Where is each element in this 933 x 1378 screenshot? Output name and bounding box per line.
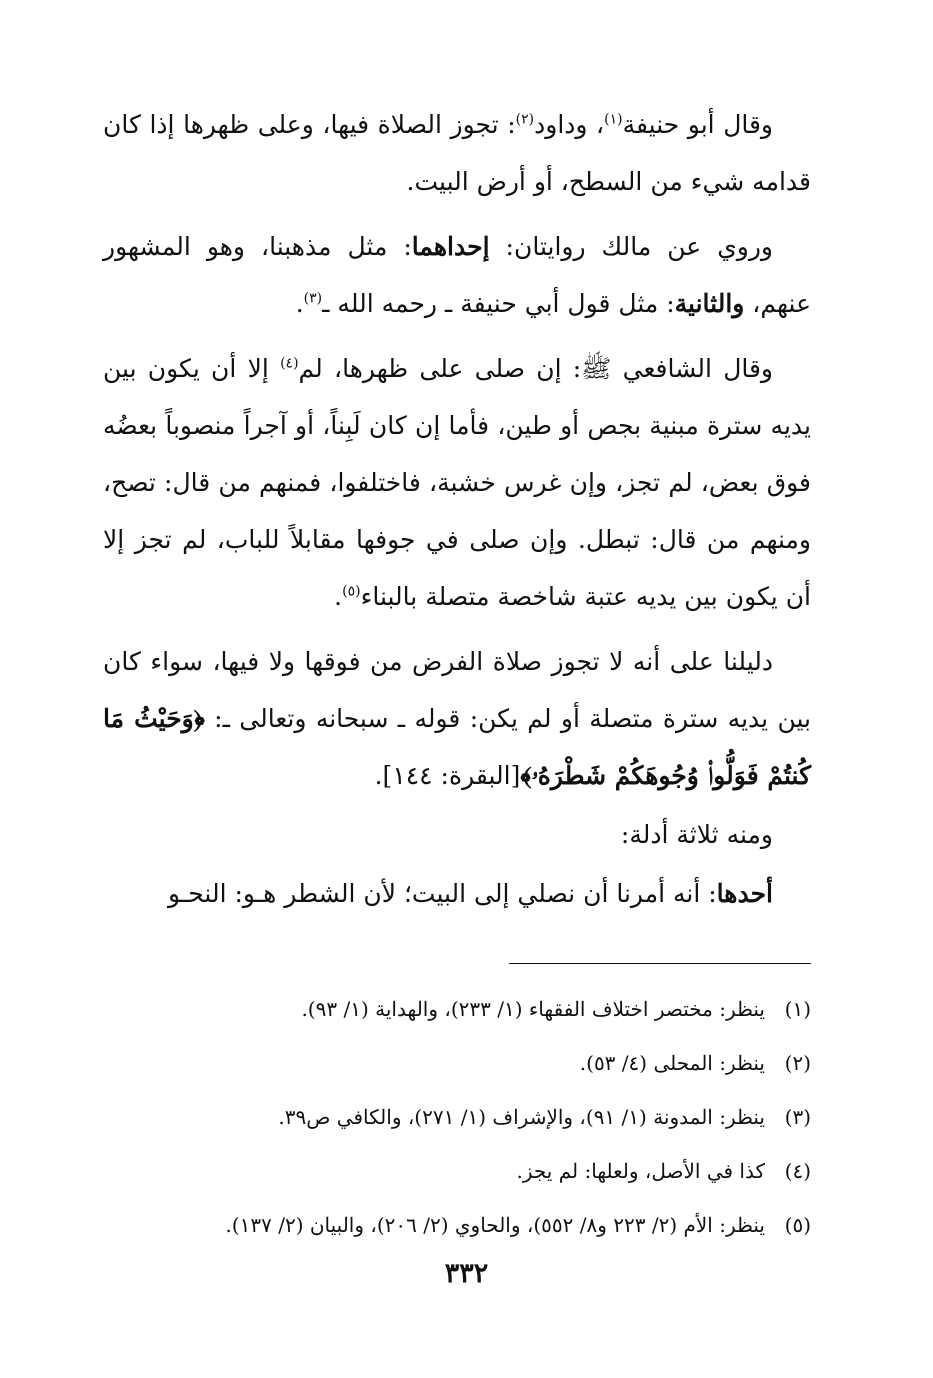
- footnote-number: (٢): [784, 1051, 811, 1075]
- text-run: : مثل قول أبي حنيفة ـ رحمه الله ـ: [322, 289, 675, 318]
- footnote-number: (٤): [784, 1159, 811, 1183]
- footnote-ref-4[interactable]: (٤): [280, 355, 299, 372]
- footnote-ref-2[interactable]: (٢): [515, 111, 535, 128]
- text-run: : مثل مذهبنا، وهو المشهور عنهم،: [103, 232, 811, 318]
- text-run: : تجوز الصلاة فيها، وعلى ظهرها إذا كان قدامه شيء من السطح، أو أرض البيت.: [103, 110, 811, 196]
- bold-term: أحدها: [716, 879, 773, 908]
- paragraph-evidence: [103, 633, 811, 804]
- footnote-text: ينظر: مختصر اختلاف الفقهاء (١/ ٢٣٣)، والهداية (١/ ٩٣).: [301, 997, 765, 1021]
- text-run: .: [295, 289, 304, 318]
- bold-term: إحداهما: [411, 232, 490, 261]
- footnote-ref-5[interactable]: (٥): [342, 583, 361, 600]
- paragraph-malik: [103, 218, 811, 332]
- footnotes: [103, 982, 811, 1252]
- text-run: ، وداود: [534, 110, 605, 139]
- footnote-number: (١): [784, 997, 811, 1021]
- footnote-3: [103, 1090, 811, 1144]
- bold-term: والثانية: [674, 289, 745, 318]
- footnote-separator: [509, 963, 811, 964]
- text-run: .: [334, 582, 343, 611]
- text-run: : أنه أمرنا أن نصلي إلى البيت؛ لأن الشطر هـو: النحـو: [168, 879, 717, 908]
- footnote-text: كذا في الأصل، ولعلها: لم يجز.: [516, 1159, 765, 1183]
- footnote-text: ينظر: المحلى (٤/ ٥٣).: [579, 1051, 765, 1075]
- footnote-number: (٣): [784, 1105, 811, 1129]
- paragraph-shafii: [103, 340, 811, 625]
- footnote-ref-3[interactable]: (٣): [303, 290, 323, 307]
- quran-verse: ﴿وَحَيْثُ مَا كُنتُمْ فَوَلُّوا۟ وُجُوهَكُمْ شَطْرَهُۥ﴾: [103, 704, 811, 790]
- footnote-text: ينظر: الأم (٢/ ٢٢٣ و٨/ ٥٥٢)، والحاوي (٢/ ٢٠٦)، والبيان (٢/ ١٣٧).: [225, 1213, 765, 1237]
- footnote-number: (٥): [784, 1213, 811, 1237]
- text-run: إلا أن يكون بين يديه سترة مبنية بجص أو طين، فأما إن كان لَبِناً، أو آجراً منصوباً بعضُه فوق بعض، لم تجز، وإن غرس خشبة، فاختلفوا، فمنهم من قال: تصح، ومنهم من قال: تبطل. وإن صلى في جوفها مقابلاً للباب، لم تجز إلا أن يكون بين يديه عتبة شاخصة متصلة بالبناء: [103, 354, 811, 611]
- text-run: وروي عن مالك روايتان:: [489, 232, 773, 261]
- footnote-5: [103, 1198, 811, 1252]
- page-number: ٣٣٢: [444, 1258, 489, 1289]
- text-run: وقال أبو حنيفة: [622, 110, 774, 139]
- footnote-2: [103, 1036, 811, 1090]
- verse-reference: [البقرة: ١٤٤].: [374, 761, 521, 790]
- footnote-ref-1[interactable]: (١): [604, 111, 623, 128]
- footnote-text: ينظر: المدونة (١/ ٩١)، والإشراف (١/ ٢٧١)، والكافي ص٣٩.: [278, 1105, 765, 1129]
- paragraph-abu-hanifa: [103, 96, 811, 210]
- paragraph-three-proofs: ومنه ثلاثة أدلة:: [620, 820, 773, 849]
- paragraph-first-proof: [103, 865, 811, 922]
- text-run: دليلنا على أنه لا تجوز صلاة الفرض من فوقها ولا فيها، سواء كان بين يديه سترة متصلة أو لم يكن: قوله ـ سبحانه وتعالى ـ:: [103, 647, 812, 733]
- footnote-1: [103, 982, 811, 1036]
- text-run: وقال الشافعي ﷺ: إن صلى على ظهرها، لم: [298, 354, 774, 383]
- main-text: [103, 96, 811, 930]
- footnote-4: [103, 1144, 811, 1198]
